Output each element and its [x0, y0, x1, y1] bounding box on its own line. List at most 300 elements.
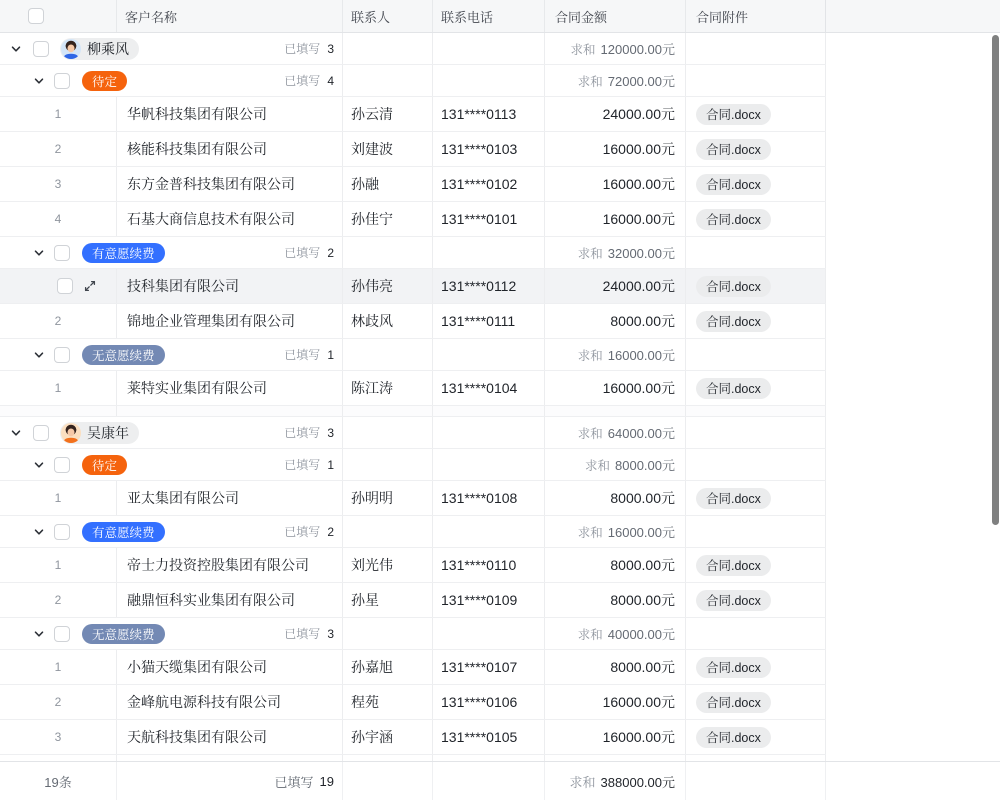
- chevron-down-icon[interactable]: [33, 349, 45, 361]
- row-number: 1: [54, 491, 62, 505]
- sum-label: 求和: [570, 43, 596, 57]
- filled-count: [284, 424, 342, 441]
- contact-phone: 131****0110: [441, 557, 517, 573]
- chevron-down-icon[interactable]: [10, 427, 22, 439]
- row-handle-cell[interactable]: [0, 481, 117, 515]
- group-row-status: [0, 516, 826, 548]
- contact-phone: 131****0106: [441, 694, 518, 710]
- filled-count-label: 已填写: [284, 426, 321, 440]
- row-handle-cell[interactable]: [0, 202, 117, 236]
- contact-phone: 131****0109: [441, 592, 518, 608]
- sum-label: 求和: [577, 75, 603, 89]
- filled-count: [284, 40, 342, 57]
- chevron-down-icon[interactable]: [33, 628, 45, 640]
- group-attachment-cell[interactable]: [686, 65, 826, 96]
- chevron-down-icon[interactable]: [10, 43, 22, 55]
- attachment-chip[interactable]: 合同.docx: [696, 727, 771, 748]
- phone-cell[interactable]: [433, 167, 545, 201]
- gap-cell: [545, 406, 686, 416]
- customer-name: 技科集团有限公司: [127, 278, 239, 294]
- status-badge: [82, 624, 165, 644]
- group-header-cell[interactable]: [0, 417, 343, 448]
- contact-cell[interactable]: [343, 269, 433, 303]
- amount-cell[interactable]: [545, 583, 686, 617]
- group-sum-cell[interactable]: [545, 618, 686, 649]
- contact-name: 程苑: [351, 694, 379, 710]
- owner-name: 柳乘风: [87, 40, 129, 57]
- row-checkbox[interactable]: [54, 457, 70, 473]
- amount-cell[interactable]: [545, 481, 686, 515]
- contact-cell[interactable]: [343, 132, 433, 166]
- chevron-down-icon[interactable]: [33, 247, 45, 259]
- group-sum: [585, 455, 675, 474]
- record-count-cell: [0, 762, 117, 800]
- attachment-chip[interactable]: 合同.docx: [696, 590, 771, 611]
- contact-cell[interactable]: [343, 583, 433, 617]
- amount-cell[interactable]: [545, 167, 686, 201]
- customer-name: 融鼎恒科实业集团有限公司: [127, 592, 295, 608]
- group-contact-cell[interactable]: [343, 449, 433, 480]
- table-row: [0, 132, 826, 167]
- contract-amount: 8000.00元: [610, 659, 675, 675]
- row-handle-cell[interactable]: [0, 132, 117, 166]
- header-cell-name[interactable]: [117, 0, 343, 32]
- sum-value: 40000.00元: [607, 627, 675, 642]
- contact-cell[interactable]: [343, 371, 433, 405]
- contact-name: 林歧风: [351, 313, 393, 329]
- contact-phone: 131****0113: [441, 106, 517, 122]
- row-checkbox[interactable]: [33, 425, 49, 441]
- contract-amount: 24000.00元: [602, 106, 675, 122]
- phone-cell[interactable]: [433, 548, 545, 582]
- footer-filled-value: 19: [319, 773, 334, 789]
- row-number: 1: [54, 558, 62, 572]
- group-phone-cell[interactable]: [433, 33, 545, 64]
- customer-name-cell[interactable]: [117, 720, 343, 754]
- phone-cell[interactable]: [433, 269, 545, 303]
- footer-filled-cell[interactable]: [117, 762, 343, 800]
- group-sum-cell[interactable]: [545, 339, 686, 370]
- contact-cell[interactable]: [343, 304, 433, 338]
- row-number: 1: [54, 660, 62, 674]
- attachment-chip[interactable]: 合同.docx: [696, 276, 771, 297]
- amount-cell[interactable]: [545, 548, 686, 582]
- contract-amount: 16000.00元: [602, 380, 675, 396]
- customer-name: 帝士力投资控股集团有限公司: [127, 557, 309, 573]
- filled-count-label: 已填写: [284, 42, 321, 56]
- table-row: [0, 371, 826, 406]
- filled-count-label: 已填写: [284, 246, 321, 260]
- group-contact-cell[interactable]: [343, 33, 433, 64]
- group-contact-cell[interactable]: [343, 339, 433, 370]
- contact-phone: 131****0111: [441, 313, 516, 329]
- group-sum: [571, 39, 675, 58]
- row-handle-cell[interactable]: [0, 371, 117, 405]
- table-row: [0, 202, 826, 237]
- customer-name-cell[interactable]: [117, 167, 343, 201]
- customer-name: 小猫天缆集团有限公司: [127, 659, 267, 675]
- sum-value: 8000.00元: [615, 458, 675, 473]
- contact-cell[interactable]: [343, 481, 433, 515]
- filled-count-value: 3: [327, 426, 334, 440]
- phone-cell[interactable]: [433, 650, 545, 684]
- customer-name: 金峰航电源科技有限公司: [127, 694, 281, 710]
- group-phone-cell[interactable]: [433, 516, 545, 547]
- attachment-cell[interactable]: [686, 202, 826, 236]
- customer-name-cell[interactable]: [117, 583, 343, 617]
- contact-name: 孙佳宁: [351, 211, 393, 227]
- status-badge: [82, 522, 165, 542]
- amount-cell[interactable]: [545, 685, 686, 719]
- attachment-chip[interactable]: 合同.docx: [696, 174, 771, 195]
- contract-amount: 8000.00元: [610, 557, 675, 573]
- group-attachment-cell[interactable]: [686, 449, 826, 480]
- contract-amount: 16000.00元: [602, 729, 675, 745]
- attachment-cell[interactable]: [686, 304, 826, 338]
- filled-count-value: 1: [327, 348, 334, 362]
- filled-count-value: 4: [327, 74, 334, 88]
- group-row-status: [0, 618, 826, 650]
- sum-label: 求和: [577, 427, 603, 441]
- group-gap: [0, 406, 826, 417]
- sum-value: 16000.00元: [607, 525, 675, 540]
- group-contact-cell[interactable]: [343, 618, 433, 649]
- amount-cell[interactable]: [545, 202, 686, 236]
- table-row: [0, 167, 826, 202]
- attachment-cell[interactable]: [686, 583, 826, 617]
- chevron-down-icon[interactable]: [33, 75, 45, 87]
- row-number: 3: [54, 730, 62, 744]
- contact-name: 刘建波: [351, 141, 393, 157]
- group-header-cell[interactable]: [0, 65, 343, 96]
- table-row: [0, 304, 826, 339]
- customer-name-cell[interactable]: [117, 202, 343, 236]
- status-badge-label: 待定: [92, 74, 118, 89]
- group-header-cell[interactable]: [0, 237, 343, 268]
- customer-name: 华帆科技集团有限公司: [127, 106, 267, 122]
- group-row-status: [0, 237, 826, 269]
- status-badge: [82, 345, 165, 365]
- status-badge-label: 无意愿续费: [92, 348, 155, 363]
- footer-sum-cell[interactable]: [545, 762, 686, 800]
- header-cell-phone[interactable]: [433, 0, 545, 32]
- contact-cell[interactable]: [343, 97, 433, 131]
- filled-count-label: 已填写: [284, 525, 321, 539]
- row-handle-cell[interactable]: [0, 304, 117, 338]
- header-cell-attachment[interactable]: [686, 0, 826, 32]
- group-sum-cell[interactable]: [545, 237, 686, 268]
- attachment-cell[interactable]: [686, 481, 826, 515]
- contact-name: 刘光伟: [351, 557, 393, 573]
- customer-name-cell[interactable]: [117, 132, 343, 166]
- customer-name-cell[interactable]: [117, 371, 343, 405]
- row-checkbox[interactable]: [33, 41, 49, 57]
- customer-name-cell[interactable]: [117, 481, 343, 515]
- row-checkbox[interactable]: [57, 278, 73, 294]
- group-contact-cell[interactable]: [343, 516, 433, 547]
- contact-name: 孙云清: [351, 106, 393, 122]
- row-handle-cell[interactable]: [0, 548, 117, 582]
- attachment-chip[interactable]: 合同.docx: [696, 104, 771, 125]
- customer-name: 东方金普科技集团有限公司: [127, 176, 295, 192]
- group-row-owner: [0, 33, 826, 65]
- row-handle-cell[interactable]: [0, 167, 117, 201]
- group-row-status: [0, 65, 826, 97]
- filled-count-value: 3: [327, 627, 334, 641]
- gap-cell: [343, 406, 433, 416]
- contact-name: 孙星: [351, 592, 379, 608]
- filled-count-label: 已填写: [284, 458, 321, 472]
- filled-count: [284, 625, 342, 642]
- group-header-cell[interactable]: [0, 33, 343, 64]
- table-body: [0, 33, 1000, 761]
- row-handle-cell[interactable]: [0, 685, 117, 719]
- attachment-chip[interactable]: 合同.docx: [696, 488, 771, 509]
- row-number: 2: [54, 142, 62, 156]
- avatar: [61, 423, 81, 443]
- contact-phone: 131****0112: [441, 278, 517, 294]
- phone-cell[interactable]: [433, 97, 545, 131]
- group-phone-cell[interactable]: [433, 339, 545, 370]
- attachment-cell[interactable]: [686, 685, 826, 719]
- amount-cell[interactable]: [545, 371, 686, 405]
- contact-cell[interactable]: [343, 650, 433, 684]
- filled-count-value: 1: [327, 458, 334, 472]
- contract-amount: 16000.00元: [602, 694, 675, 710]
- attachment-cell[interactable]: [686, 650, 826, 684]
- phone-cell[interactable]: [433, 371, 545, 405]
- contact-name: 孙宇涵: [351, 729, 393, 745]
- group-attachment-cell[interactable]: [686, 417, 826, 448]
- group-sum: [578, 71, 675, 90]
- group-contact-cell[interactable]: [343, 237, 433, 268]
- phone-cell[interactable]: [433, 583, 545, 617]
- sum-label: 求和: [577, 628, 603, 642]
- contact-phone: 131****0107: [441, 659, 518, 675]
- contact-name: 孙融: [351, 176, 379, 192]
- attachment-chip[interactable]: 合同.docx: [696, 209, 771, 230]
- row-number: 2: [54, 593, 62, 607]
- group-header-cell[interactable]: [0, 516, 343, 547]
- sum-label: 求和: [584, 459, 610, 473]
- row-handle-cell[interactable]: [0, 583, 117, 617]
- amount-cell[interactable]: [545, 269, 686, 303]
- group-attachment-cell[interactable]: [686, 33, 826, 64]
- avatar: [61, 39, 81, 59]
- header-cell-contact[interactable]: [343, 0, 433, 32]
- contact-name: 孙伟亮: [351, 278, 393, 294]
- status-badge-label: 有意愿续费: [92, 525, 155, 540]
- sum-value: 72000.00元: [607, 74, 675, 89]
- footer-attachment-cell[interactable]: [686, 762, 826, 800]
- gap-cell: [686, 406, 826, 416]
- status-badge: [82, 71, 127, 91]
- filled-count: [284, 244, 342, 261]
- contact-name: 陈江涛: [351, 380, 393, 396]
- expand-record-icon[interactable]: [83, 279, 97, 293]
- phone-cell[interactable]: [433, 304, 545, 338]
- attachment-chip[interactable]: 合同.docx: [696, 139, 771, 160]
- row-checkbox[interactable]: [54, 524, 70, 540]
- attachment-cell[interactable]: [686, 720, 826, 754]
- chevron-down-icon[interactable]: [33, 459, 45, 471]
- footer-sum-value: 388000.00元: [600, 774, 675, 790]
- group-row-status: [0, 449, 826, 481]
- row-handle-cell[interactable]: [0, 97, 117, 131]
- attachment-cell[interactable]: [686, 371, 826, 405]
- header-cell-rowhandle[interactable]: [0, 0, 117, 32]
- row-number: 4: [54, 212, 62, 226]
- contact-cell[interactable]: [343, 167, 433, 201]
- group-attachment-cell[interactable]: [686, 339, 826, 370]
- status-badge-label: 有意愿续费: [92, 246, 155, 261]
- filled-count-value: 3: [327, 42, 334, 56]
- attachment-chip[interactable]: 合同.docx: [696, 311, 771, 332]
- table-row: [0, 685, 826, 720]
- group-sum-cell[interactable]: [545, 65, 686, 96]
- phone-cell[interactable]: [433, 132, 545, 166]
- header-cell-amount[interactable]: [545, 0, 686, 32]
- row-checkbox[interactable]: [54, 73, 70, 89]
- customer-name-cell[interactable]: [117, 269, 343, 303]
- attachment-cell[interactable]: [686, 132, 826, 166]
- customer-name: 核能科技集团有限公司: [127, 141, 267, 157]
- attachment-cell[interactable]: [686, 97, 826, 131]
- header-label-name: 客户名称: [125, 9, 178, 25]
- amount-cell[interactable]: [545, 720, 686, 754]
- group-sum-cell[interactable]: [545, 516, 686, 547]
- gap-cell: [117, 406, 343, 416]
- contact-phone: 131****0103: [441, 141, 518, 157]
- filled-count-label: 已填写: [284, 348, 321, 362]
- sum-value: 32000.00元: [607, 246, 675, 261]
- footer-contact-cell[interactable]: [343, 762, 433, 800]
- phone-cell[interactable]: [433, 720, 545, 754]
- phone-cell[interactable]: [433, 685, 545, 719]
- amount-cell[interactable]: [545, 650, 686, 684]
- owner-name: 吴康年: [87, 424, 129, 441]
- group-sum: [578, 624, 675, 643]
- table-row: [0, 548, 826, 583]
- group-contact-cell[interactable]: [343, 417, 433, 448]
- header-label-amount: 合同金额: [555, 9, 608, 25]
- row-number: 3: [54, 177, 62, 191]
- footer-phone-cell[interactable]: [433, 762, 545, 800]
- attachment-chip[interactable]: 合同.docx: [696, 555, 771, 576]
- group-sum-cell[interactable]: [545, 417, 686, 448]
- contact-cell[interactable]: [343, 202, 433, 236]
- amount-cell[interactable]: [545, 132, 686, 166]
- filled-count: [284, 72, 342, 89]
- group-attachment-cell[interactable]: [686, 516, 826, 547]
- vertical-scrollbar[interactable]: [992, 35, 999, 525]
- customer-name-cell[interactable]: [117, 548, 343, 582]
- footer-sum-label: 求和: [569, 774, 596, 790]
- status-badge-label: 待定: [92, 458, 118, 473]
- sum-value: 16000.00元: [607, 348, 675, 363]
- customer-name-cell[interactable]: [117, 685, 343, 719]
- group-row-owner: [0, 417, 826, 449]
- customer-name: 天航科技集团有限公司: [127, 729, 267, 745]
- group-sum-cell[interactable]: [545, 449, 686, 480]
- group-phone-cell[interactable]: [433, 237, 545, 268]
- filled-count: [284, 523, 342, 540]
- contract-amount: 24000.00元: [602, 278, 675, 294]
- attachment-cell[interactable]: [686, 548, 826, 582]
- customer-name-cell[interactable]: [117, 650, 343, 684]
- table-row: [0, 97, 826, 132]
- contact-cell[interactable]: [343, 720, 433, 754]
- row-checkbox[interactable]: [54, 626, 70, 642]
- group-sum: [578, 243, 675, 262]
- row-handle-cell[interactable]: [0, 720, 117, 754]
- group-row-status: [0, 339, 826, 371]
- contract-amount: 8000.00元: [610, 490, 675, 506]
- group-phone-cell[interactable]: [433, 449, 545, 480]
- gap-cell: [433, 406, 545, 416]
- group-attachment-cell[interactable]: [686, 237, 826, 268]
- contact-phone: 131****0105: [441, 729, 518, 745]
- row-handle-cell[interactable]: [0, 650, 117, 684]
- footer-spacer: [826, 762, 1000, 800]
- amount-cell[interactable]: [545, 97, 686, 131]
- phone-cell[interactable]: [433, 202, 545, 236]
- group-header-cell[interactable]: [0, 449, 343, 480]
- phone-cell[interactable]: [433, 481, 545, 515]
- contract-amount: 16000.00元: [602, 211, 675, 227]
- row-checkbox[interactable]: [54, 245, 70, 261]
- contact-cell[interactable]: [343, 685, 433, 719]
- group-phone-cell[interactable]: [433, 417, 545, 448]
- group-contact-cell[interactable]: [343, 65, 433, 96]
- contact-cell[interactable]: [343, 548, 433, 582]
- attachment-cell[interactable]: [686, 269, 826, 303]
- filled-count-value: 2: [327, 246, 334, 260]
- customer-name-cell[interactable]: [117, 97, 343, 131]
- attachment-chip[interactable]: 合同.docx: [696, 657, 771, 678]
- attachment-chip[interactable]: 合同.docx: [696, 378, 771, 399]
- group-phone-cell[interactable]: [433, 65, 545, 96]
- select-all-checkbox[interactable]: [28, 8, 44, 24]
- group-sum-cell[interactable]: [545, 33, 686, 64]
- owner-chip: [60, 422, 139, 444]
- filled-count: [284, 346, 342, 363]
- group-sum: [578, 423, 675, 442]
- group-header-cell[interactable]: [0, 339, 343, 370]
- group-attachment-cell[interactable]: [686, 618, 826, 649]
- group-phone-cell[interactable]: [433, 618, 545, 649]
- customer-name-cell[interactable]: [117, 304, 343, 338]
- attachment-chip[interactable]: 合同.docx: [696, 692, 771, 713]
- amount-cell[interactable]: [545, 304, 686, 338]
- contract-amount: 16000.00元: [602, 176, 675, 192]
- group-header-cell[interactable]: [0, 618, 343, 649]
- gap-cell: [0, 406, 117, 416]
- attachment-cell[interactable]: [686, 167, 826, 201]
- sum-label: 求和: [577, 526, 603, 540]
- table-row: [0, 481, 826, 516]
- header-row: [0, 0, 1000, 33]
- chevron-down-icon[interactable]: [33, 526, 45, 538]
- contact-name: 孙明明: [351, 490, 393, 506]
- sum-value: 64000.00元: [607, 426, 675, 441]
- status-badge: [82, 455, 127, 475]
- row-handle-cell[interactable]: [0, 269, 117, 303]
- owner-chip: [60, 38, 139, 60]
- filled-count-value: 2: [327, 525, 334, 539]
- row-checkbox[interactable]: [54, 347, 70, 363]
- contract-amount: 16000.00元: [602, 141, 675, 157]
